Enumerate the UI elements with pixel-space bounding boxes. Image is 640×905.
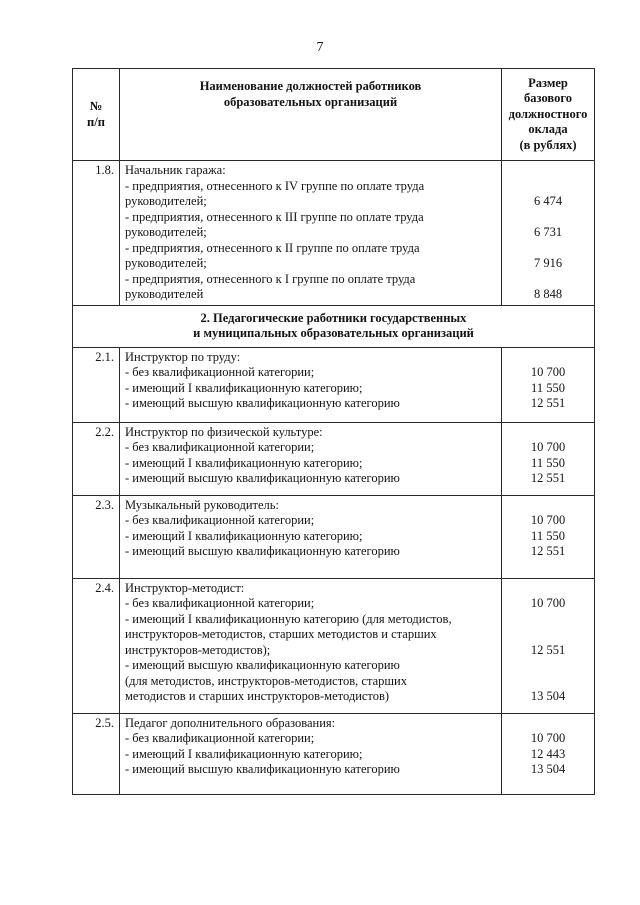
row-number: 1.8. [73,161,120,306]
table-row [73,578,595,713]
row-salary: 10 700 11 550 12 551 [502,495,595,578]
row-description: Педагог дополнительного образования: - без квалификационной категории; - имеющий I квалификационную категорию; - имеющий высшую квалификационную категорию [120,713,502,794]
table-row [73,347,595,422]
header-position-name: Наименование должностей работников образовательных организаций [120,69,502,161]
page-number: 7 [316,40,324,55]
table-header-row [73,69,595,161]
row-number: 2.3. [73,495,120,578]
table-row [73,161,595,306]
row-number: 2.1. [73,347,120,422]
header-number: № п/п [73,69,120,161]
section-heading: 2. Педагогические работники государственных и муниципальных образовательных организаций [73,305,595,347]
row-description: Музыкальный руководитель: - без квалификационной категории; - имеющий I квалификационную категорию; - имеющий высшую квалификационную категорию [120,495,502,578]
row-number: 2.5. [73,713,120,794]
header-salary: Размер базового должностного оклада (в рублях) [502,69,595,161]
row-description: Инструктор по физической культуре: - без квалификационной категории; - имеющий I квалификационную категорию; - имеющий высшую квалификационную категорию [120,422,502,495]
table-row [73,713,595,794]
table-row [73,495,595,578]
row-number: 2.2. [73,422,120,495]
row-salary: 10 700 12 443 13 504 [502,713,595,794]
row-description: Инструктор-методист: - без квалификационной категории; - имеющий I квалификационную категорию (для методистов, инструкторов-методистов, старших методистов и старших инструкторов-методистов); - имеющий высшую квалификационную категорию (для методистов, инструкторов-методистов, старших методистов и старших инструкторов-методистов) [120,578,502,713]
section-heading-row [73,305,595,347]
salary-table [72,68,595,795]
row-salary: 10 700 11 550 12 551 [502,422,595,495]
row-salary: 10 700 11 550 12 551 [502,347,595,422]
row-salary: 10 700 12 551 13 504 [502,578,595,713]
row-description: Инструктор по труду: - без квалификационной категории; - имеющий I квалификационную категорию; - имеющий высшую квалификационную категорию [120,347,502,422]
table-row [73,422,595,495]
row-salary: 6 474 6 731 7 916 8 848 [502,161,595,306]
row-description: Начальник гаража: - предприятия, отнесенного к IV группе по оплате труда руководителей; - предприятия, отнесенного к III группе по оплате труда руководителей; - предприятия, отнесенного к II группе по оплате труда руководителей; - предприятия, отнесенного к I группе по оплате труда руководителей [120,161,502,306]
row-number: 2.4. [73,578,120,713]
